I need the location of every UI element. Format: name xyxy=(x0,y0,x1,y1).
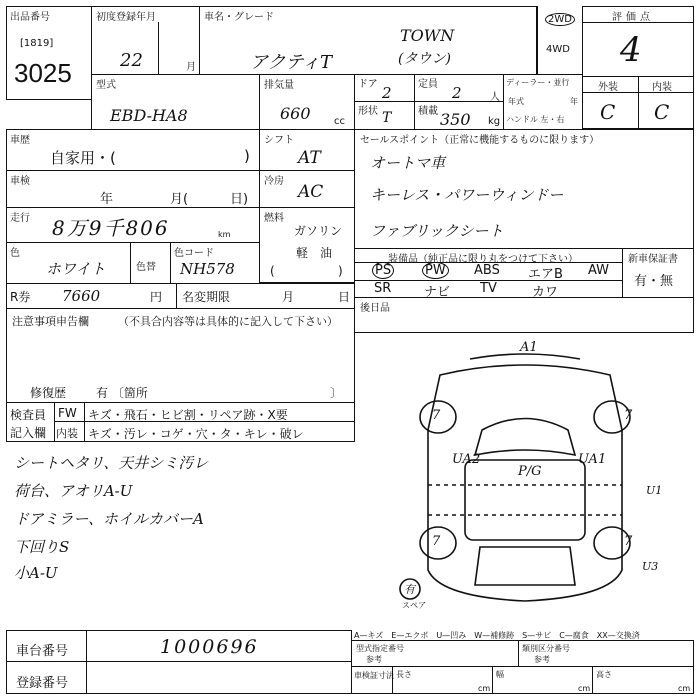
equip-sr: SR xyxy=(374,281,392,296)
sales-label: セールスポイント（正常に機能するものに限ります） xyxy=(360,135,600,146)
spare-mark: 有 xyxy=(404,583,415,596)
recycle-value: 7660 xyxy=(62,287,101,305)
ref-label-1: 参考 xyxy=(366,655,382,664)
dealer-label: ディーラー・並行 xyxy=(506,78,570,87)
fuel-gas: ガソリン xyxy=(294,224,343,238)
sales-point-3: ファブリックシート xyxy=(370,222,504,240)
load-label: 積載 xyxy=(418,106,438,117)
load-unit: kg xyxy=(488,116,501,127)
len-label: 長さ xyxy=(396,670,412,679)
drive-4wd: 4WD xyxy=(546,44,570,55)
displacement-unit: cc xyxy=(334,116,345,127)
color-change-label: 色替 xyxy=(136,262,156,273)
equip-aw: AW xyxy=(588,263,610,278)
displacement-label: 排気量 xyxy=(264,80,294,91)
grade-kana: (タウン) xyxy=(398,51,451,67)
equip-tv: TV xyxy=(480,281,497,296)
wid-cm: cm xyxy=(578,684,591,693)
inspector-int: 内装 xyxy=(56,427,78,440)
remark-5: 小A-U xyxy=(14,564,58,582)
mark-right: UA1 xyxy=(578,452,607,467)
mark-rear: U3 xyxy=(642,560,659,573)
equip-abs: ABS xyxy=(474,263,500,278)
mileage-label: 走行 xyxy=(10,213,30,224)
history-value: 自家用・( xyxy=(50,149,116,167)
title-change-label: 名変期限 xyxy=(182,290,231,304)
recycle-unit: 円 xyxy=(150,290,163,304)
repair-label: 修復歴 xyxy=(30,386,67,400)
history-box xyxy=(6,129,260,171)
fuel-paren-close: ) xyxy=(338,264,343,278)
loading-box xyxy=(354,297,694,333)
ref-label-2: 参考 xyxy=(534,655,550,664)
fuel-paren-open: ( xyxy=(270,264,275,278)
title-change-month: 月 xyxy=(282,290,295,304)
name-grade-label: 車名・グレード xyxy=(204,12,274,23)
remark-2: 荷台、アオリA-U xyxy=(14,482,133,500)
remark-3: ドアミラー、ホイルカバーA xyxy=(14,510,204,528)
model-label: 型式 xyxy=(96,80,116,91)
mark-left: UA2 xyxy=(452,452,481,467)
capacity-label: 定員 xyxy=(418,79,438,90)
equip-navi: ナビ xyxy=(424,285,451,300)
capacity-value: 2 xyxy=(452,84,462,102)
spare-label: スペア xyxy=(402,601,426,610)
remark-1: シートヘタリ、天井シミ汚レ xyxy=(14,454,209,472)
displacement-value: 660 xyxy=(280,104,311,123)
notes-label: 注意事項申告欄 xyxy=(12,315,89,328)
fuel-light: 軽 油 xyxy=(296,246,333,260)
model-value: EBD-HA8 xyxy=(110,106,188,125)
inspection-label: 車検 xyxy=(10,176,30,187)
reg-year-label: 初度登録年月 xyxy=(96,12,156,23)
tire-mark-3: 7 xyxy=(432,534,441,549)
equip-leather: カワ xyxy=(532,285,559,300)
tire-mark-1: 7 xyxy=(432,408,441,423)
ext-value: C xyxy=(600,100,616,124)
wid-label: 幅 xyxy=(496,670,504,679)
shape-value: T xyxy=(382,110,392,126)
doors-value: 2 xyxy=(382,84,392,102)
notes-sub: （不具合内容等は具体的に記入して下さい） xyxy=(118,315,338,328)
int-value: C xyxy=(654,100,670,124)
inspection-month: 月( xyxy=(170,192,189,207)
inspection-day: 日) xyxy=(230,192,249,207)
mileage-unit: km xyxy=(218,230,231,239)
len-cm: cm xyxy=(478,684,491,693)
color-code-label: 色コード xyxy=(174,248,214,259)
inspector-label-1: 検査員 xyxy=(10,408,47,422)
ac-label: 冷房 xyxy=(264,176,284,187)
sales-point-1: オートマ車 xyxy=(370,154,446,172)
car-name: アクティT xyxy=(250,52,333,73)
sales-point-2: キーレス・パワーウィンドー xyxy=(370,186,564,204)
capacity-unit: 人 xyxy=(490,92,500,103)
shift-value: AT xyxy=(298,148,321,168)
doors-label: ドア xyxy=(358,79,378,90)
lot-bracket: [1819] xyxy=(20,38,54,49)
fuel-label: 燃料 xyxy=(264,213,284,224)
tire-mark-4: 7 xyxy=(624,534,633,549)
class-no-label: 類別区分番号 xyxy=(522,644,570,653)
hei-label: 高さ xyxy=(596,670,612,679)
inspector-label-2: 記入欄 xyxy=(10,426,47,440)
lot-number: 3025 xyxy=(14,58,72,88)
mark-center: P/G xyxy=(518,464,542,479)
equipment-label: 装備品（純正品に限り丸をつけて下さい） xyxy=(388,254,578,265)
inspection-year: 年 xyxy=(100,192,114,207)
chassis-value: 1000696 xyxy=(160,636,259,658)
year-unit: 年 xyxy=(570,97,578,106)
chassis-label: 車台番号 xyxy=(16,644,69,659)
shape-label: 形状 xyxy=(358,106,378,117)
registration-label: 登録番号 xyxy=(16,676,69,691)
load-value: 350 xyxy=(440,110,471,129)
history-close: ) xyxy=(244,147,250,165)
color-value: ホワイト xyxy=(46,260,106,278)
color-label: 色 xyxy=(10,248,20,259)
dims-label: 車検証寸法 xyxy=(354,671,394,680)
mark-front: A1 xyxy=(520,340,538,355)
score-label: 評価点 xyxy=(612,12,654,23)
hei-cm: cm xyxy=(678,684,691,693)
recycle-label: R券 xyxy=(10,290,31,304)
loading-label: 後日品 xyxy=(360,303,390,314)
lot-label: 出品番号 xyxy=(10,12,50,23)
mark-side: U1 xyxy=(646,484,663,497)
warranty-value: 有・無 xyxy=(634,274,674,289)
tire-mark-2: 7 xyxy=(624,408,633,423)
damage-legend: A—キズ E—エクボ U—凹み W—補修跡 S—サビ C—腐食 XX—交換済 xyxy=(354,631,640,640)
ac-value: AC xyxy=(298,182,324,202)
inspector-fw: FW xyxy=(58,406,77,420)
inspection-box xyxy=(6,170,260,208)
inspector-fw-items: キズ・飛石・ヒビ割・リペア跡・X要 xyxy=(88,408,288,422)
grade-value: TOWN xyxy=(400,26,455,45)
mileage-value: 8万9千806 xyxy=(52,216,170,240)
certified-model-label: 型式指定番号 xyxy=(356,644,404,653)
year-label: 年式 xyxy=(508,97,524,106)
history-label: 車歴 xyxy=(10,135,30,146)
int-label: 内装 xyxy=(652,82,672,93)
repair-value: 有 〔箇所 xyxy=(96,386,148,400)
inspector-int-items: キズ・汚レ・コゲ・穴・タ・キレ・破レ xyxy=(88,427,304,441)
handle-label: ハンドル 左・右 xyxy=(506,115,565,124)
warranty-label: 新車保証書 xyxy=(628,254,678,265)
color-code: NH578 xyxy=(180,260,235,278)
equip-airbag: エアB xyxy=(528,267,563,282)
drive-2wd: 2WD xyxy=(545,14,575,25)
reg-month-label: 月 xyxy=(186,62,196,73)
reg-year-value: 22 xyxy=(120,50,143,71)
repair-close: 〕 xyxy=(330,386,343,400)
title-change-day: 日 xyxy=(338,290,351,304)
equip-pw: PW xyxy=(422,263,449,278)
equip-ps: PS xyxy=(372,263,394,278)
score-value: 4 xyxy=(620,30,642,70)
remark-4: 下回りS xyxy=(14,538,70,556)
ext-label: 外装 xyxy=(598,82,618,93)
shift-label: シフト xyxy=(264,135,294,146)
